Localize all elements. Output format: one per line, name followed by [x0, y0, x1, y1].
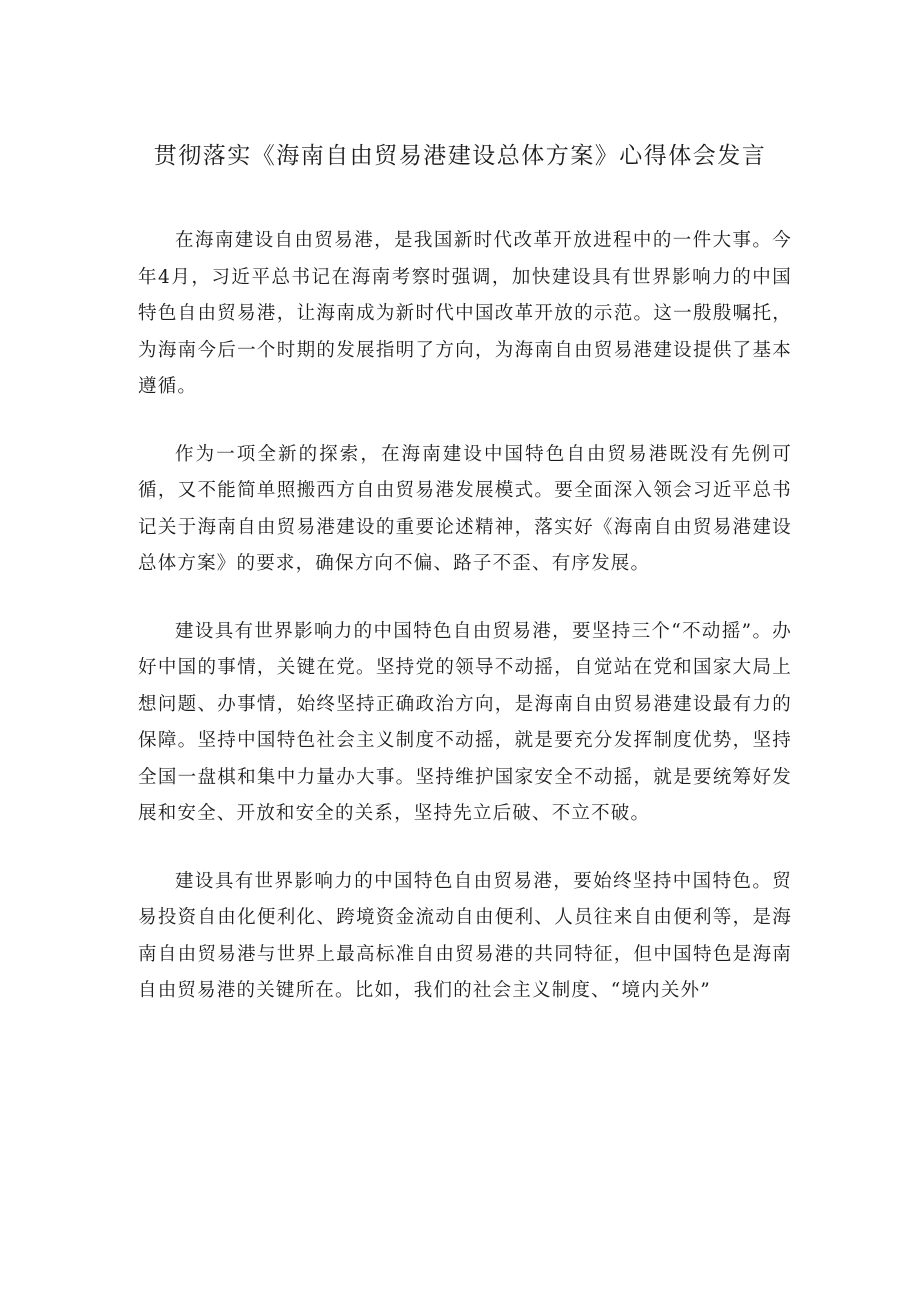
paragraph-3: 建设具有世界影响力的中国特色自由贸易港，要坚持三个“不动摇”。办好中国的事情，关键在党。坚持党的领导不动摇，自觉站在党和国家大局上想问题、办事情，始终坚持正确政治方向，是海南自由贸易港建设最有力的保障。坚持中国特色社会主义制度不动摇，就是要充分发挥制度优势，坚持全国一盘棋和集中力量办大事。坚持维护国家安全不动摇，就是要统筹好发展和安全、开放和安全的关系，坚持先立后破、不立不破。: [138, 620, 792, 824]
document-body: [138, 223, 792, 1010]
paragraph-1: 在海南建设自由贸易港，是我国新时代改革开放进程中的一件大事。今年4月，习近平总书记在海南考察时强调，加快建设具有世界影响力的中国特色自由贸易港，让海南成为新时代中国改革开放的示范。这一殷殷嘱托，为海南今后一个时期的发展指明了方向，为海南自由贸易港建设提供了基本遵循。: [138, 230, 792, 397]
document-title: 贯彻落实《海南自由贸易港建设总体方案》心得体会发言: [153, 143, 767, 169]
paragraph-2: 作为一项全新的探索，在海南建设中国特色自由贸易港既没有先例可循，又不能简单照搬西方自由贸易港发展模式。要全面深入领会习近平总书记关于海南自由贸易港建设的重要论述精神，落实好《海南自由贸易港建设总体方案》的要求，确保方向不偏、路子不歪、有序发展。: [138, 443, 792, 574]
paragraph-4: 建设具有世界影响力的中国特色自由贸易港，要始终坚持中国特色。贸易投资自由化便利化、跨境资金流动自由便利、人员往来自由便利等，是海南自由贸易港与世界上最高标准自由贸易港的共同特征，但中国特色是海南自由贸易港的关键所在。比如，我们的社会主义制度、“境内关外”: [138, 870, 792, 1001]
